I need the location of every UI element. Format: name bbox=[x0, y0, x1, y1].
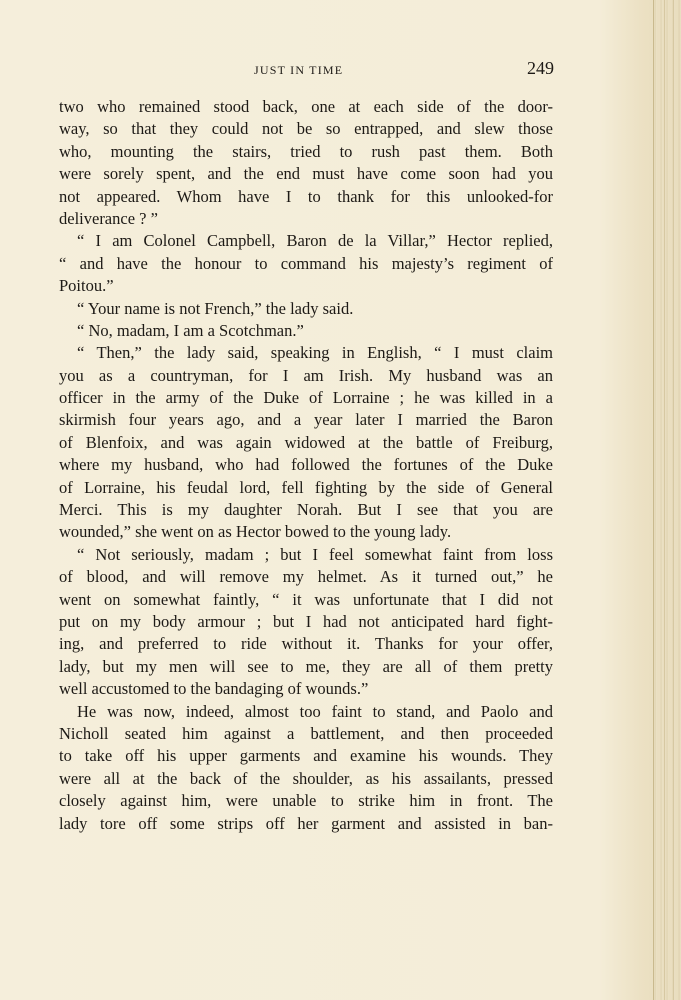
text-line: “ I am Colonel Campbell, Baron de la Villar,” Hector replied, bbox=[77, 231, 553, 251]
text-line: “ and have the honour to command his majesty’s regiment of bbox=[59, 253, 553, 273]
text-line: where my husband, who had followed the fortunes of the Duke bbox=[59, 455, 553, 475]
page-header bbox=[58, 58, 554, 82]
text-line: of blood, and will remove my helmet. As it turned out,” he bbox=[59, 567, 553, 587]
text-line: He was now, indeed, almost too faint to stand, and Paolo and bbox=[77, 701, 553, 721]
text-line: were all at the back of the shoulder, as his assailants, pressed bbox=[59, 768, 553, 788]
text-line: ing, and preferred to ride without it. Thanks for your offer, bbox=[59, 634, 553, 654]
text-line: not appeared. Whom have I to thank for this unlooked-for bbox=[59, 186, 553, 206]
page-edge-shading bbox=[651, 0, 681, 1000]
page-edge-line bbox=[653, 0, 654, 1000]
text-line: “ No, madam, I am a Scotchman.” bbox=[77, 320, 304, 340]
text-line: went on somewhat faintly, “ it was unfortunate that I did not bbox=[59, 589, 553, 609]
text-line: wounded,” she went on as Hector bowed to the young lady. bbox=[59, 522, 452, 542]
text-line: of Lorraine, his feudal lord, fell fighting by the side of General bbox=[59, 477, 553, 497]
text-line: deliverance ? ” bbox=[59, 208, 158, 228]
text-line: well accustomed to the bandaging of wounds.” bbox=[59, 679, 369, 699]
text-line: way, so that they could not be so entrapped, and slew those bbox=[59, 119, 553, 139]
page-number: 249 bbox=[527, 58, 554, 78]
text-line: of Blenfoix, and was again widowed at the battle of Freiburg, bbox=[59, 432, 553, 452]
text-line: who, mounting the stairs, tried to rush past them. Both bbox=[59, 141, 553, 161]
text-line: “ Your name is not French,” the lady said. bbox=[77, 298, 354, 318]
text-line: skirmish four years ago, and a year later I married the Baron bbox=[59, 410, 553, 430]
text-line: put on my body armour ; but I had not anticipated hard fight- bbox=[59, 611, 553, 631]
running-title: JUST IN TIME bbox=[254, 63, 344, 77]
text-line: Poitou.” bbox=[59, 276, 114, 296]
text-line: “ Then,” the lady said, speaking in English, “ I must claim bbox=[77, 343, 553, 363]
text-line: closely against him, were unable to strike him in front. The bbox=[59, 791, 553, 811]
page-edge-line bbox=[664, 0, 665, 1000]
text-line: Nicholl seated him against a battlement, and then proceeded bbox=[59, 723, 553, 743]
text-line: were sorely spent, and the end must have come soon had you bbox=[59, 164, 553, 184]
text-line: two who remained stood back, one at each side of the door- bbox=[59, 97, 553, 116]
text-line: officer in the army of the Duke of Lorraine ; he was killed in a bbox=[59, 388, 553, 408]
text-line: you as a countryman, for I am Irish. My husband was an bbox=[59, 365, 553, 385]
text-line: to take off his upper garments and examine his wounds. They bbox=[59, 746, 553, 766]
text-line: lady, but my men will see to me, they are all of them pretty bbox=[59, 656, 553, 676]
body-text bbox=[59, 96, 553, 835]
page-edge-line bbox=[673, 0, 674, 1000]
text-line: lady tore off some strips off her garment and assisted in ban- bbox=[59, 813, 553, 833]
text-line: Merci. This is my daughter Norah. But I see that you are bbox=[59, 500, 553, 520]
text-line: “ Not seriously, madam ; but I feel somewhat faint from loss bbox=[77, 544, 553, 564]
